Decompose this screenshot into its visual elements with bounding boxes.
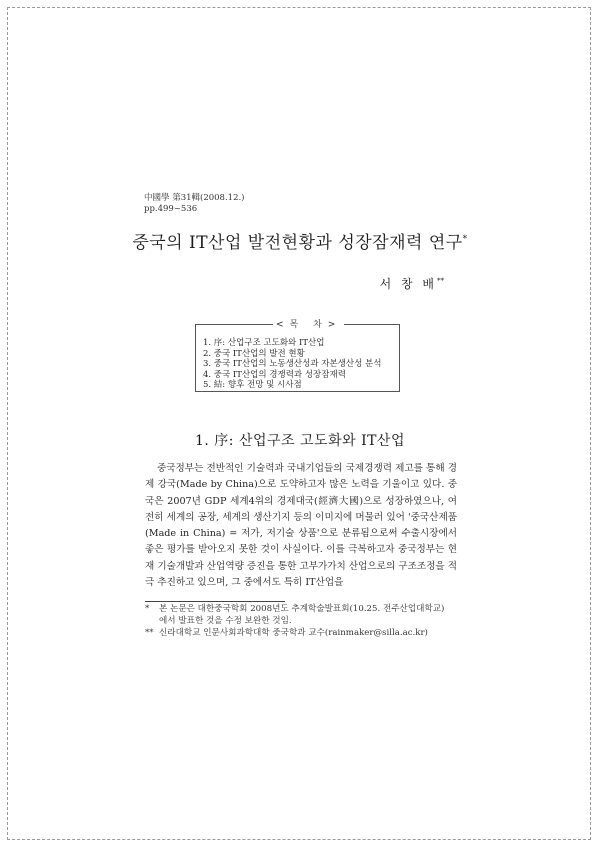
toc-list bbox=[203, 338, 381, 391]
page-border bbox=[7, 7, 591, 840]
toc-item: 3. 중국 IT산업의 노동생산성과 자본생산성 분석 bbox=[203, 359, 382, 369]
author-name: 서 창 배 bbox=[379, 277, 437, 291]
paper-title bbox=[0, 228, 600, 253]
toc-item: 4. 중국 IT산업의 경쟁력과 성장잠재력 bbox=[203, 369, 346, 380]
toc-heading: <목 차> bbox=[273, 317, 344, 330]
footnote-rule bbox=[145, 601, 285, 602]
title-footnote-marker: * bbox=[462, 234, 468, 245]
author-footnote-marker: ** bbox=[437, 277, 444, 285]
paper-title-text: 중국의 IT산업 발전현황과 성장잠재력 연구 bbox=[132, 233, 463, 253]
footnote-marker: * bbox=[145, 604, 150, 614]
footnote-text: 신라대학교 인문사회과학대학 중국학과 교수(rainmaker@silla.ac.kr) bbox=[159, 628, 428, 638]
footnote-text-continued: 에서 발표한 것을 수정 보완한 것임. bbox=[159, 615, 292, 626]
page-range: pp.499~536 bbox=[144, 204, 198, 214]
footnote-marker: ** bbox=[145, 628, 154, 638]
toc-item: 5. 結: 향후 전망 및 시사점 bbox=[203, 380, 302, 390]
author bbox=[380, 275, 444, 292]
footnote bbox=[145, 628, 463, 640]
footnote-text: 본 논문은 대한중국학회 2008년도 추계학술발표회(10.25. 전주산업대학교) bbox=[159, 604, 445, 614]
toc-item: 1. 序: 산업구조 고도화와 IT산업 bbox=[203, 338, 325, 348]
footnote bbox=[145, 604, 463, 627]
body-paragraph: 중국정부는 전반적인 기술력과 국내기업들의 국제경쟁력 제고를 통해 경제 강국(Made by China)으로 도약하고자 많은 노력을 기울이고 있다. 중국은 2007년 GDP 세계4위의 경제대국(經濟大國)으로 성장하였으나, 여전히 세계의 공장, 세계의 생산기지 등의 이미지에 머물러 있어 '중국산제품(Made in China) = 저가, 저기술 상품'으로 분류됨으로써 수출시장에서 좋은 평가를 받아오지 못한 것이 사실이다. 이를 극복하고자 중국정부는 현재 기술개발과 산업역량 증진을 통한 고부가가치 산업으로의 구조조정을 적극 추진하고 있으며, 그 중에서도 특히 IT산업을 bbox=[145, 463, 457, 589]
toc-item: 2. 중국 IT산업의 발전 현황 bbox=[203, 348, 305, 359]
section-heading: 1. 序: 산업구조 고도화와 IT산업 bbox=[195, 433, 405, 449]
journal-info: 中國學 第31輯(2008.12.) bbox=[144, 193, 245, 203]
